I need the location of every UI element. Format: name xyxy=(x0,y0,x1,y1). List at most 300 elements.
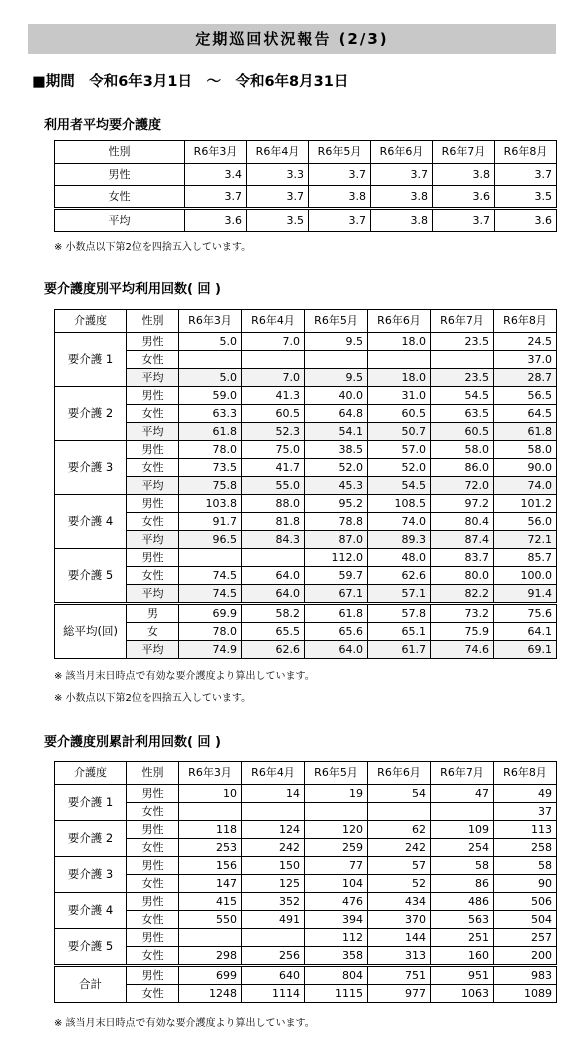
cell-value: 5.0 xyxy=(179,369,242,387)
cell-value: 62.6 xyxy=(242,641,305,659)
cell-value: 78.0 xyxy=(179,441,242,459)
cell-value: 64.1 xyxy=(494,623,557,641)
cell-value: 144 xyxy=(368,929,431,947)
row-label: 女性 xyxy=(127,911,179,929)
cell-value: 112 xyxy=(305,929,368,947)
col-month: R6年8月 xyxy=(494,762,557,785)
cell-value: 52.0 xyxy=(368,459,431,477)
row-label: 男性 xyxy=(55,164,185,186)
section3-note: ※ 該当月末日時点で有効な要介護度より算出しています。 xyxy=(54,1018,315,1029)
cell-value: 3.7 xyxy=(247,186,309,209)
section1-title: 利用者平均要介護度 xyxy=(44,118,162,133)
cell-value: 23.5 xyxy=(431,333,494,351)
cell-value: 40.0 xyxy=(305,387,368,405)
cell-value: 415 xyxy=(179,893,242,911)
cell-value: 504 xyxy=(494,911,557,929)
cell-value: 81.8 xyxy=(242,513,305,531)
col-month: R6年6月 xyxy=(368,762,431,785)
cell-value: 251 xyxy=(431,929,494,947)
cell-value: 58.2 xyxy=(242,604,305,623)
cell-value: 58 xyxy=(431,857,494,875)
table-row xyxy=(55,857,557,875)
cell-value xyxy=(179,803,242,821)
cell-value: 486 xyxy=(431,893,494,911)
header-row xyxy=(55,762,557,785)
table-row xyxy=(55,209,557,232)
table-row xyxy=(55,966,557,985)
cell-value: 37 xyxy=(494,803,557,821)
cell-value: 358 xyxy=(305,947,368,966)
group-label: 要介護 4 xyxy=(55,893,127,929)
table-row xyxy=(55,947,557,966)
table-row xyxy=(55,477,557,495)
cell-value: 200 xyxy=(494,947,557,966)
cell-value: 31.0 xyxy=(368,387,431,405)
cell-value: 74.5 xyxy=(179,567,242,585)
cell-value: 97.2 xyxy=(431,495,494,513)
cell-value: 150 xyxy=(242,857,305,875)
table-row xyxy=(55,531,557,549)
table-row xyxy=(55,585,557,604)
col-gender: 性別 xyxy=(127,762,179,785)
row-label: 男性 xyxy=(127,441,179,459)
table-row xyxy=(55,186,557,209)
row-label: 男性 xyxy=(127,929,179,947)
cell-value: 60.5 xyxy=(242,405,305,423)
cell-value: 54 xyxy=(368,785,431,803)
cell-value: 57.0 xyxy=(368,441,431,459)
cell-value: 72.1 xyxy=(494,531,557,549)
cell-value: 147 xyxy=(179,875,242,893)
cell-value: 3.5 xyxy=(495,186,557,209)
cell-value: 434 xyxy=(368,893,431,911)
cell-value: 19 xyxy=(305,785,368,803)
section2-note2: ※ 小数点以下第2位を四捨五入しています。 xyxy=(54,693,252,704)
cell-value: 59.0 xyxy=(179,387,242,405)
col-month: R6年7月 xyxy=(431,310,494,333)
section3-title: 要介護度別累計利用回数( 回 ) xyxy=(44,735,221,750)
table-row xyxy=(55,164,557,186)
cell-value: 73.2 xyxy=(431,604,494,623)
cell-value: 394 xyxy=(305,911,368,929)
cell-value: 3.8 xyxy=(371,186,433,209)
cell-value: 75.8 xyxy=(179,477,242,495)
cell-value: 3.7 xyxy=(309,164,371,186)
cell-value: 75.6 xyxy=(494,604,557,623)
row-label: 男性 xyxy=(127,785,179,803)
table-row xyxy=(55,459,557,477)
cell-value: 9.5 xyxy=(305,333,368,351)
table-row xyxy=(55,839,557,857)
table-row xyxy=(55,333,557,351)
cell-value: 3.7 xyxy=(371,164,433,186)
cell-value: 77 xyxy=(305,857,368,875)
cell-value: 7.0 xyxy=(242,333,305,351)
cell-value: 86.0 xyxy=(431,459,494,477)
cell-value: 113 xyxy=(494,821,557,839)
table-row xyxy=(55,985,557,1003)
cell-value: 75.9 xyxy=(431,623,494,641)
cell-value: 160 xyxy=(431,947,494,966)
cell-value xyxy=(431,803,494,821)
cell-value: 118 xyxy=(179,821,242,839)
cell-value: 50.7 xyxy=(368,423,431,441)
group-label: 要介護 4 xyxy=(55,495,127,549)
cell-value: 54.5 xyxy=(368,477,431,495)
cell-value: 101.2 xyxy=(494,495,557,513)
row-label: 女性 xyxy=(127,351,179,369)
cell-value: 62 xyxy=(368,821,431,839)
cell-value: 47 xyxy=(431,785,494,803)
cell-value: 242 xyxy=(242,839,305,857)
table-row xyxy=(55,513,557,531)
col-month: R6年4月 xyxy=(247,141,309,164)
cell-value: 24.5 xyxy=(494,333,557,351)
cell-value: 3.7 xyxy=(309,209,371,232)
col-month: R6年8月 xyxy=(495,141,557,164)
cell-value: 72.0 xyxy=(431,477,494,495)
cell-value: 3.3 xyxy=(247,164,309,186)
row-label: 女性 xyxy=(127,947,179,966)
header-row xyxy=(55,141,557,164)
cell-value: 41.7 xyxy=(242,459,305,477)
table-row xyxy=(55,803,557,821)
table-row xyxy=(55,893,557,911)
cell-value: 1248 xyxy=(179,985,242,1003)
col-month: R6年5月 xyxy=(305,310,368,333)
cell-value: 62.6 xyxy=(368,567,431,585)
cell-value: 59.7 xyxy=(305,567,368,585)
table-row xyxy=(55,387,557,405)
cell-value: 96.5 xyxy=(179,531,242,549)
cell-value: 64.0 xyxy=(305,641,368,659)
cell-value: 977 xyxy=(368,985,431,1003)
cell-value: 254 xyxy=(431,839,494,857)
table-row xyxy=(55,785,557,803)
table-row xyxy=(55,929,557,947)
col-level: 介護度 xyxy=(55,310,127,333)
cell-value: 55.0 xyxy=(242,477,305,495)
table-row xyxy=(55,875,557,893)
row-label: 男性 xyxy=(127,333,179,351)
cell-value: 64.0 xyxy=(242,585,305,604)
cell-value xyxy=(305,351,368,369)
cell-value: 259 xyxy=(305,839,368,857)
cell-value: 370 xyxy=(368,911,431,929)
cell-value: 52.3 xyxy=(242,423,305,441)
cell-value: 28.7 xyxy=(494,369,557,387)
cumulative-usage-table xyxy=(54,761,557,1003)
cell-value xyxy=(305,803,368,821)
cell-value xyxy=(368,803,431,821)
row-label: 平均 xyxy=(127,585,179,604)
col-month: R6年5月 xyxy=(305,762,368,785)
avg-care-level-table xyxy=(54,140,557,232)
table-row xyxy=(55,549,557,567)
cell-value: 253 xyxy=(179,839,242,857)
cell-value xyxy=(179,549,242,567)
cell-value xyxy=(242,929,305,947)
cell-value: 74.0 xyxy=(494,477,557,495)
cell-value: 61.8 xyxy=(305,604,368,623)
cell-value: 54.1 xyxy=(305,423,368,441)
cell-value: 242 xyxy=(368,839,431,857)
cell-value: 1114 xyxy=(242,985,305,1003)
cell-value: 640 xyxy=(242,966,305,985)
cell-value: 563 xyxy=(431,911,494,929)
cell-value: 108.5 xyxy=(368,495,431,513)
cell-value: 1063 xyxy=(431,985,494,1003)
cell-value: 57.1 xyxy=(368,585,431,604)
cell-value: 88.0 xyxy=(242,495,305,513)
cell-value: 60.5 xyxy=(368,405,431,423)
section1-note: ※ 小数点以下第2位を四捨五入しています。 xyxy=(54,242,252,253)
cell-value: 18.0 xyxy=(368,369,431,387)
table-row xyxy=(55,604,557,623)
table-row xyxy=(55,623,557,641)
cell-value: 61.8 xyxy=(179,423,242,441)
row-label: 男性 xyxy=(127,495,179,513)
cell-value xyxy=(242,549,305,567)
row-label: 男性 xyxy=(127,387,179,405)
group-label: 合計 xyxy=(55,966,127,1003)
cell-value: 83.7 xyxy=(431,549,494,567)
group-label: 総平均(回) xyxy=(55,604,127,659)
row-label: 男 xyxy=(127,604,179,623)
cell-value: 91.7 xyxy=(179,513,242,531)
cell-value: 56.0 xyxy=(494,513,557,531)
table-row xyxy=(55,641,557,659)
cell-value xyxy=(179,351,242,369)
cell-value: 52 xyxy=(368,875,431,893)
row-label: 女性 xyxy=(127,459,179,477)
cell-value: 699 xyxy=(179,966,242,985)
cell-value: 3.6 xyxy=(433,186,495,209)
cell-value: 74.5 xyxy=(179,585,242,604)
report-title: 定期巡回状況報告 (2/3) xyxy=(28,24,556,54)
cell-value: 124 xyxy=(242,821,305,839)
cell-value xyxy=(431,351,494,369)
cell-value: 41.3 xyxy=(242,387,305,405)
cell-value: 67.1 xyxy=(305,585,368,604)
row-label: 女性 xyxy=(127,839,179,857)
cell-value: 87.0 xyxy=(305,531,368,549)
cell-value: 100.0 xyxy=(494,567,557,585)
cell-value: 104 xyxy=(305,875,368,893)
cell-value: 95.2 xyxy=(305,495,368,513)
cell-value: 45.3 xyxy=(305,477,368,495)
cell-value: 89.3 xyxy=(368,531,431,549)
col-month: R6年3月 xyxy=(179,762,242,785)
row-label: 男性 xyxy=(127,966,179,985)
group-label: 要介護 3 xyxy=(55,441,127,495)
row-label: 女性 xyxy=(127,567,179,585)
period-line: ■期間 令和6年3月1日 ～ 令和6年8月31日 xyxy=(32,74,349,90)
cell-value: 1115 xyxy=(305,985,368,1003)
table-row xyxy=(55,821,557,839)
cell-value: 491 xyxy=(242,911,305,929)
cell-value: 48.0 xyxy=(368,549,431,567)
cell-value: 78.0 xyxy=(179,623,242,641)
cell-value: 74.0 xyxy=(368,513,431,531)
row-label: 女性 xyxy=(127,803,179,821)
cell-value: 103.8 xyxy=(179,495,242,513)
col-gender: 性別 xyxy=(127,310,179,333)
cell-value: 52.0 xyxy=(305,459,368,477)
cell-value xyxy=(242,803,305,821)
group-label: 要介護 2 xyxy=(55,387,127,441)
row-label: 平均 xyxy=(127,369,179,387)
cell-value: 352 xyxy=(242,893,305,911)
cell-value: 38.5 xyxy=(305,441,368,459)
cell-value: 69.1 xyxy=(494,641,557,659)
row-label: 女性 xyxy=(127,513,179,531)
group-label: 要介護 1 xyxy=(55,785,127,821)
row-label: 男性 xyxy=(127,549,179,567)
row-label: 女性 xyxy=(55,186,185,209)
cell-value: 125 xyxy=(242,875,305,893)
group-label: 要介護 3 xyxy=(55,857,127,893)
cell-value: 65.5 xyxy=(242,623,305,641)
section2-title: 要介護度別平均利用回数( 回 ) xyxy=(44,282,221,297)
col-month: R6年3月 xyxy=(179,310,242,333)
cell-value: 5.0 xyxy=(179,333,242,351)
cell-value: 64.8 xyxy=(305,405,368,423)
cell-value: 751 xyxy=(368,966,431,985)
col-month: R6年4月 xyxy=(242,762,305,785)
row-label: 女性 xyxy=(127,405,179,423)
cell-value xyxy=(242,351,305,369)
cell-value: 298 xyxy=(179,947,242,966)
cell-value: 75.0 xyxy=(242,441,305,459)
cell-value: 65.6 xyxy=(305,623,368,641)
cell-value: 74.9 xyxy=(179,641,242,659)
cell-value: 61.7 xyxy=(368,641,431,659)
table-row xyxy=(55,495,557,513)
cell-value: 60.5 xyxy=(431,423,494,441)
cell-value: 3.8 xyxy=(433,164,495,186)
cell-value: 73.5 xyxy=(179,459,242,477)
cell-value: 3.6 xyxy=(185,209,247,232)
cell-value: 3.8 xyxy=(371,209,433,232)
table-row xyxy=(55,369,557,387)
cell-value: 14 xyxy=(242,785,305,803)
cell-value: 78.8 xyxy=(305,513,368,531)
cell-value: 54.5 xyxy=(431,387,494,405)
cell-value: 80.0 xyxy=(431,567,494,585)
cell-value: 257 xyxy=(494,929,557,947)
row-label: 男性 xyxy=(127,821,179,839)
col-month: R6年6月 xyxy=(371,141,433,164)
cell-value: 506 xyxy=(494,893,557,911)
cell-value: 256 xyxy=(242,947,305,966)
cell-value: 804 xyxy=(305,966,368,985)
cell-value: 87.4 xyxy=(431,531,494,549)
cell-value: 90 xyxy=(494,875,557,893)
cell-value: 3.6 xyxy=(495,209,557,232)
cell-value: 86 xyxy=(431,875,494,893)
cell-value: 3.7 xyxy=(185,186,247,209)
cell-value: 3.7 xyxy=(433,209,495,232)
avg-usage-table xyxy=(54,309,557,659)
cell-value: 63.5 xyxy=(431,405,494,423)
cell-value: 57.8 xyxy=(368,604,431,623)
table-row xyxy=(55,911,557,929)
cell-value: 57 xyxy=(368,857,431,875)
cell-value: 550 xyxy=(179,911,242,929)
group-label: 要介護 5 xyxy=(55,929,127,966)
cell-value: 112.0 xyxy=(305,549,368,567)
row-label: 女性 xyxy=(127,875,179,893)
cell-value: 63.3 xyxy=(179,405,242,423)
col-month: R6年4月 xyxy=(242,310,305,333)
cell-value: 64.5 xyxy=(494,405,557,423)
cell-value: 65.1 xyxy=(368,623,431,641)
cell-value: 10 xyxy=(179,785,242,803)
cell-value: 18.0 xyxy=(368,333,431,351)
cell-value: 313 xyxy=(368,947,431,966)
cell-value: 82.2 xyxy=(431,585,494,604)
cell-value: 1089 xyxy=(494,985,557,1003)
cell-value: 983 xyxy=(494,966,557,985)
cell-value: 9.5 xyxy=(305,369,368,387)
cell-value: 120 xyxy=(305,821,368,839)
col-month: R6年5月 xyxy=(309,141,371,164)
col-month: R6年8月 xyxy=(494,310,557,333)
cell-value: 49 xyxy=(494,785,557,803)
section2-note1: ※ 該当月末日時点で有効な要介護度より算出しています。 xyxy=(54,671,315,682)
cell-value: 37.0 xyxy=(494,351,557,369)
cell-value: 476 xyxy=(305,893,368,911)
group-label: 要介護 2 xyxy=(55,821,127,857)
table-row xyxy=(55,405,557,423)
cell-value: 3.4 xyxy=(185,164,247,186)
cell-value: 80.4 xyxy=(431,513,494,531)
cell-value: 58.0 xyxy=(494,441,557,459)
row-label: 女 xyxy=(127,623,179,641)
group-label: 要介護 5 xyxy=(55,549,127,604)
table-row xyxy=(55,351,557,369)
col-month: R6年3月 xyxy=(185,141,247,164)
row-label: 平均 xyxy=(55,209,185,232)
table-row xyxy=(55,567,557,585)
cell-value: 56.5 xyxy=(494,387,557,405)
col-month: R6年7月 xyxy=(433,141,495,164)
cell-value: 7.0 xyxy=(242,369,305,387)
table-row xyxy=(55,441,557,459)
row-label: 平均 xyxy=(127,531,179,549)
cell-value: 84.3 xyxy=(242,531,305,549)
cell-value: 58.0 xyxy=(431,441,494,459)
cell-value: 58 xyxy=(494,857,557,875)
row-label: 平均 xyxy=(127,477,179,495)
cell-value: 90.0 xyxy=(494,459,557,477)
row-label: 男性 xyxy=(127,893,179,911)
cell-value xyxy=(368,351,431,369)
col-month: R6年7月 xyxy=(431,762,494,785)
cell-value: 61.8 xyxy=(494,423,557,441)
row-label: 平均 xyxy=(127,641,179,659)
group-label: 要介護 1 xyxy=(55,333,127,387)
header-row xyxy=(55,310,557,333)
cell-value: 156 xyxy=(179,857,242,875)
cell-value: 3.7 xyxy=(495,164,557,186)
cell-value: 258 xyxy=(494,839,557,857)
cell-value: 3.8 xyxy=(309,186,371,209)
cell-value: 85.7 xyxy=(494,549,557,567)
row-label: 女性 xyxy=(127,985,179,1003)
col-level: 介護度 xyxy=(55,762,127,785)
